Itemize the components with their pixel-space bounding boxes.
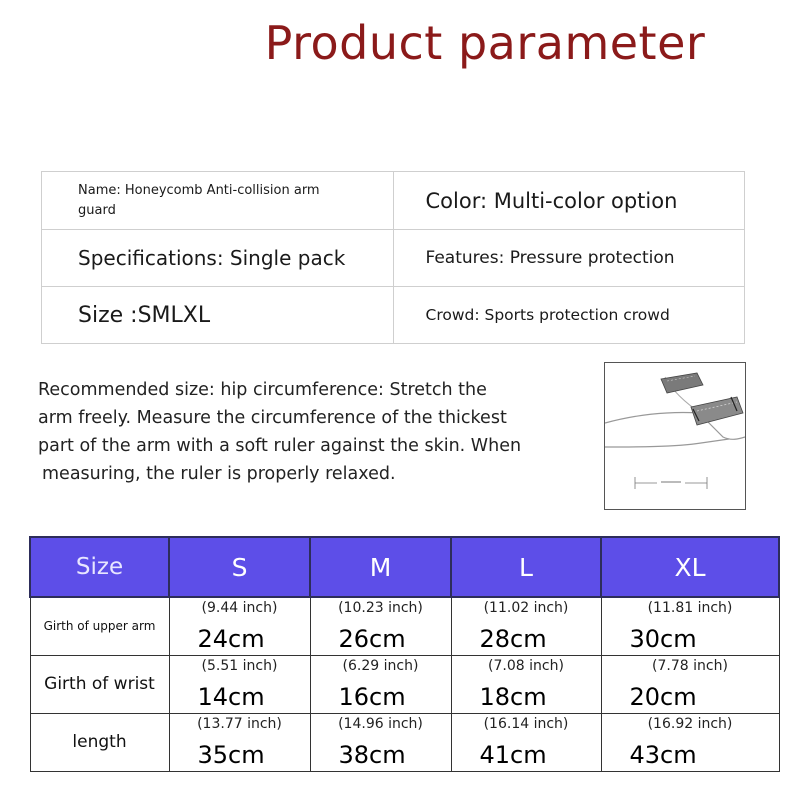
inch-value: (16.92 inch): [647, 715, 733, 732]
inch-value: (7.78 inch): [652, 657, 728, 674]
table-row: [30, 597, 779, 655]
size-cell: [310, 713, 451, 771]
inch-value: (10.23 inch): [338, 600, 423, 616]
cm-value: 20cm: [629, 682, 697, 711]
header-size-xl: XL: [601, 537, 779, 597]
size-cell: [451, 713, 601, 771]
cm-value: 30cm: [629, 624, 697, 653]
page-title: Product parameter: [264, 16, 706, 70]
table-row: [30, 655, 779, 713]
arm-measurement-illustration: [604, 362, 746, 510]
description-line: Recommended size: hip circumference: Stretch the: [38, 380, 487, 400]
cm-value: 26cm: [338, 624, 406, 653]
parameter-table: [41, 171, 745, 344]
inch-value: (11.81 inch): [647, 600, 733, 616]
size-cell: [601, 597, 779, 655]
parameter-size: Size :SMLXL: [42, 287, 394, 344]
cm-value: 35cm: [197, 740, 265, 769]
parameter-row: [42, 172, 745, 230]
parameter-specifications: Specifications: Single pack: [42, 230, 394, 287]
size-cell: [169, 655, 310, 713]
cm-value: 43cm: [629, 740, 697, 769]
cm-value: 24cm: [197, 624, 265, 653]
cm-value: 41cm: [479, 740, 547, 769]
cm-value: 16cm: [338, 682, 406, 711]
size-header-row: [30, 537, 779, 597]
inch-value: (14.96 inch): [338, 715, 423, 732]
inch-value: (5.51 inch): [201, 657, 278, 674]
size-cell: [169, 713, 310, 771]
parameter-features: Features: Pressure protection: [393, 230, 745, 287]
description-line: part of the arm with a soft ruler against the skin. When: [38, 436, 522, 456]
header-size: Size: [30, 537, 169, 597]
size-cell: [310, 655, 451, 713]
cm-value: 14cm: [197, 682, 265, 711]
cm-value: 28cm: [479, 624, 547, 653]
parameter-name: Name: Honeycomb Anti-collision arm guard: [42, 172, 394, 230]
inch-value: (16.14 inch): [483, 715, 569, 732]
size-cell: [601, 655, 779, 713]
parameter-color: Color: Multi-color option: [393, 172, 745, 230]
inch-value: (7.08 inch): [488, 657, 564, 674]
inch-value: (6.29 inch): [342, 657, 419, 674]
description-line: arm freely. Measure the circumference of the thickest: [38, 408, 507, 428]
header-size-l: L: [451, 537, 601, 597]
header-size-m: M: [310, 537, 451, 597]
size-cell: [169, 597, 310, 655]
row-label: length: [30, 713, 169, 771]
row-label: Girth of upper arm: [30, 597, 169, 655]
size-chart-table: [29, 536, 780, 772]
size-cell: [601, 713, 779, 771]
row-label: Girth of wrist: [30, 655, 169, 713]
inch-value: (13.77 inch): [197, 715, 282, 732]
table-row: [30, 713, 779, 771]
parameter-crowd: Crowd: Sports protection crowd: [393, 287, 745, 344]
size-cell: [451, 655, 601, 713]
cm-value: 18cm: [479, 682, 547, 711]
parameter-row: [42, 287, 745, 344]
size-cell: [451, 597, 601, 655]
header-size-s: S: [169, 537, 310, 597]
inch-value: (9.44 inch): [201, 600, 278, 616]
size-cell: [310, 597, 451, 655]
arm-measurement-icon: [605, 363, 745, 509]
description-line: measuring, the ruler is properly relaxed.: [42, 464, 396, 484]
size-recommendation-text: [38, 376, 538, 488]
inch-value: (11.02 inch): [483, 600, 569, 616]
cm-value: 38cm: [338, 740, 406, 769]
parameter-row: [42, 230, 745, 287]
